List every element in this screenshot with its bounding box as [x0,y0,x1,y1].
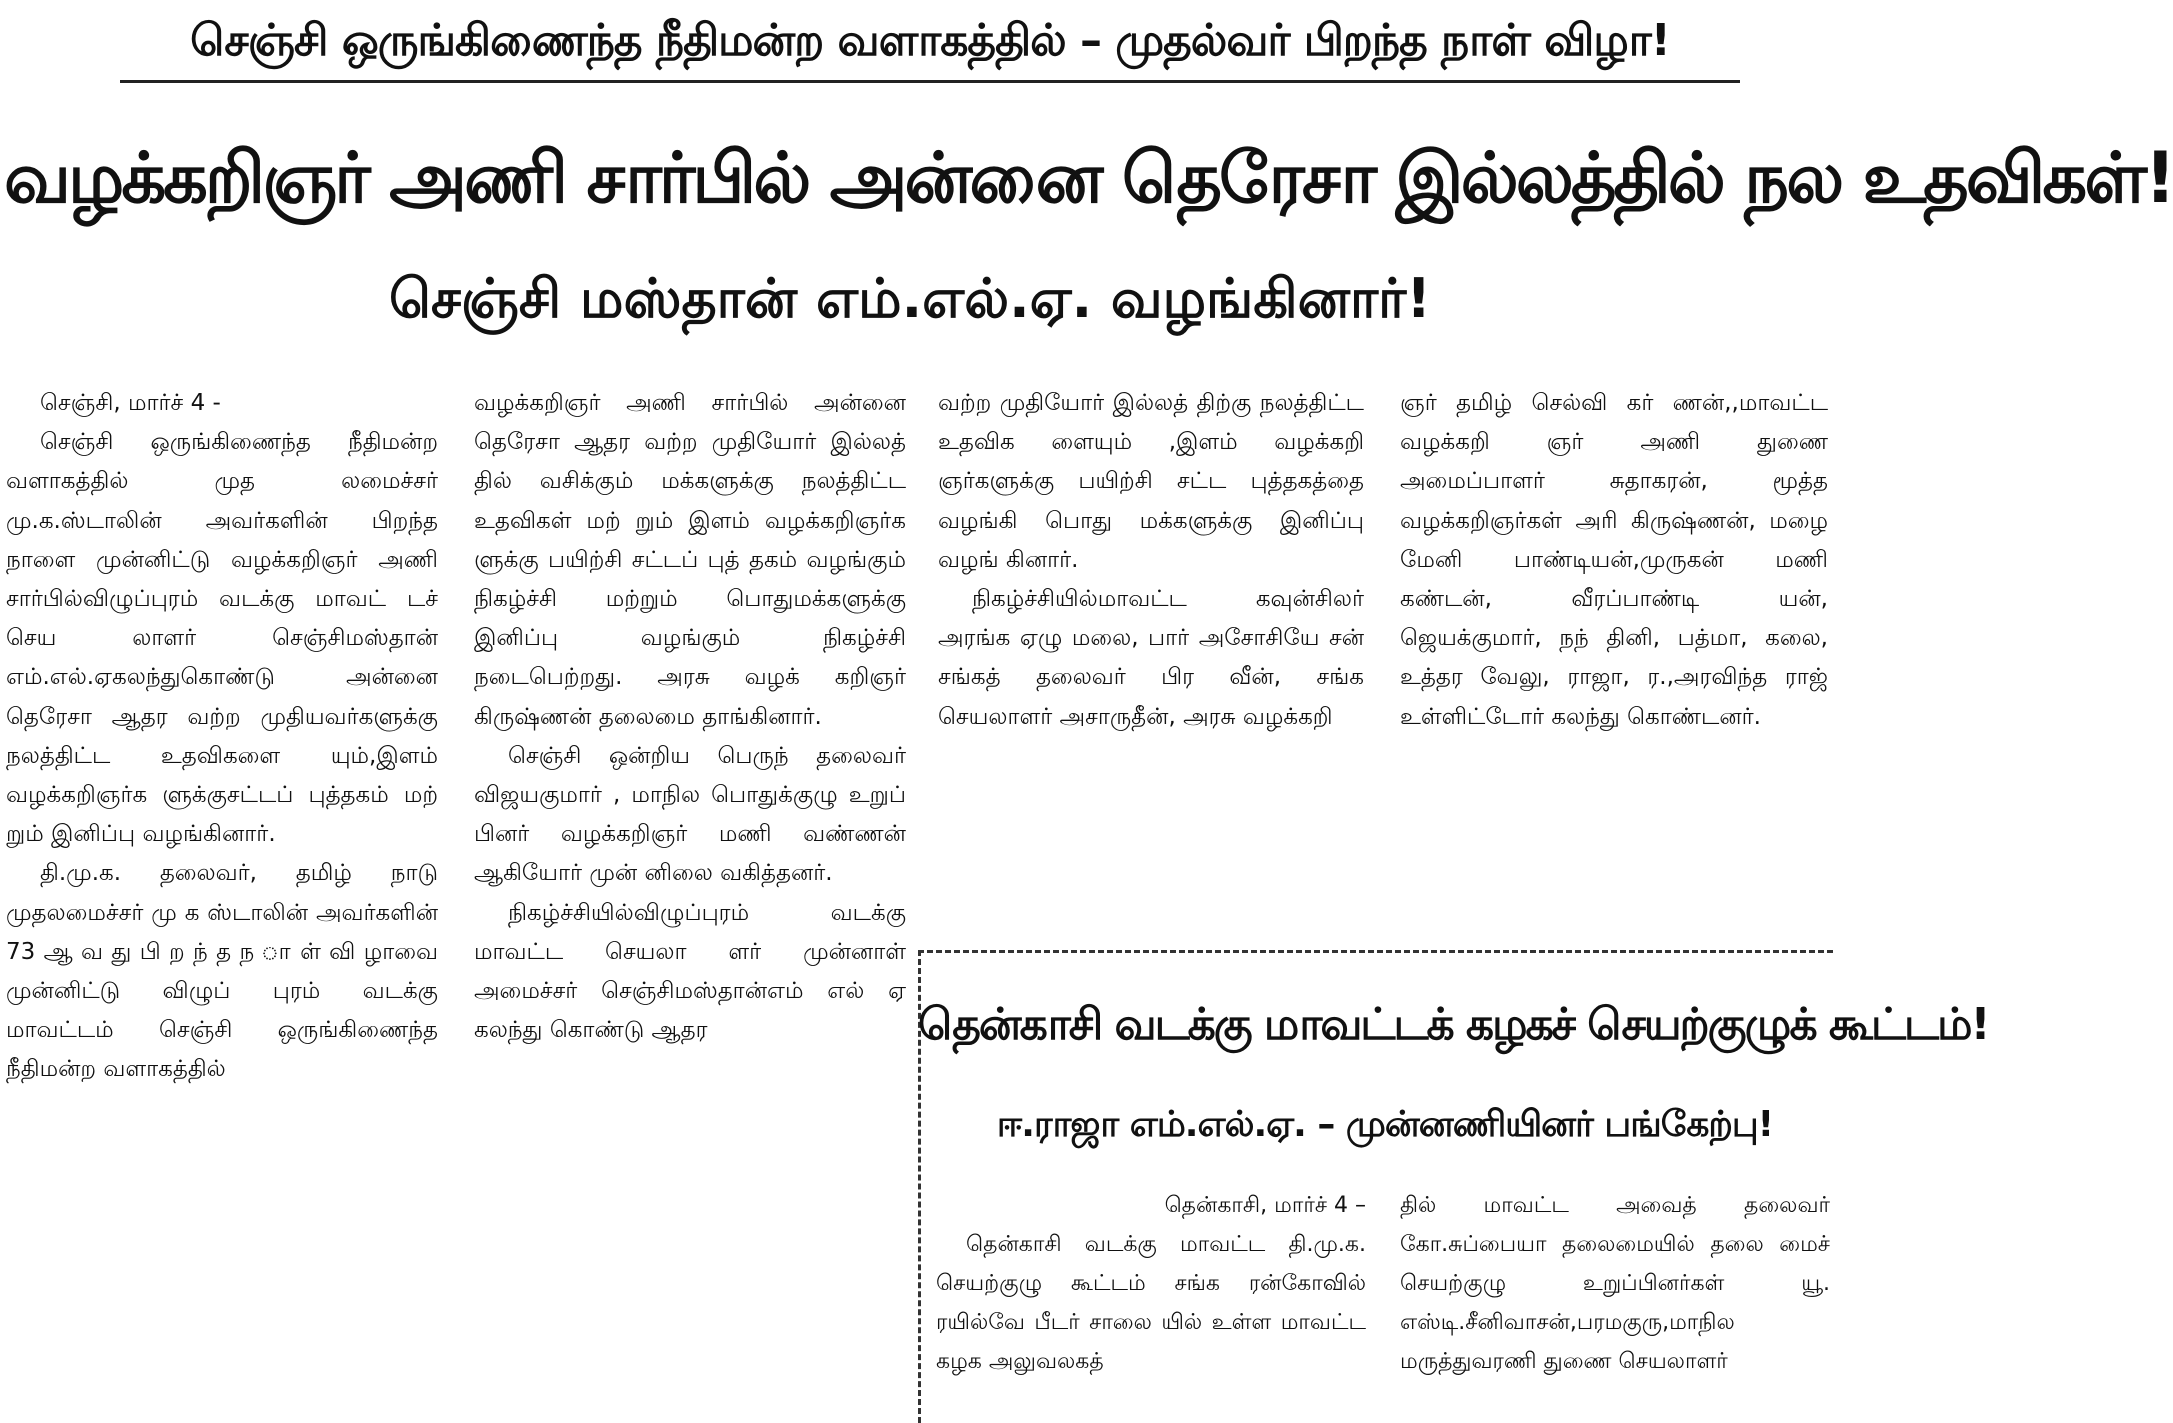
article-column-1 [6,384,438,1090]
article-paragraph: வழக்கறிஞர் அணி சார்பில் அன்னை தெரேசா ஆதர வற்ற முதியோர் இல்லத் தில் வசிக்கும் மக்களுக்கு நலத்திட்ட உதவிகள் மற் றும் இளம் வழக்கறிஞர்க ளுக்கு பயிற்சி சட்டப் புத் தகம் வழங்கும் நிகழ்ச்சி மற்றும் பொதுமக்களுக்கு இனிப்பு வழங்கும் நிகழ்ச்சி நடைபெற்றது. அரசு வழக் கறிஞர் கிருஷ்ணன் தலைமை தாங்கினார். [474,390,906,730]
article-dateline: செஞ்சி, மார்ச் 4 - [40,390,221,416]
kicker-headline: செஞ்சி ஒருங்கிணைந்த நீதிமன்ற வளாகத்தில் – முதல்வர் பிறந்த நாள் விழா! [190,15,1670,66]
article-paragraph: வற்ற முதியோர் இல்லத் திற்கு நலத்திட்ட உதவிக ளையும் ,இளம் வழக்கறி ஞர்களுக்கு பயிற்சி சட்ட புத்தகத்தை வழங்கி பொது மக்களுக்கு இனிப்பு வழங் கினார். [938,390,1364,573]
article-paragraph: தென்காசி வடக்கு மாவட்ட தி.மு.க. செயற்குழு கூட்டம் சங்க ரன்கோவில் ரயில்வே பீடர் சாலை யில் உள்ள மாவட்ட கழக அலுவலகத் [936,1232,1366,1374]
article-column-3 [938,384,1364,737]
article-paragraph: தி.மு.க. தலைவர், தமிழ் நாடு முதலமைச்சர் மு க ஸ்டாலின் அவர்களின் 73 ஆ வ து பி ற ந் த ந ா ள் வி ழாவை முன்னிட்டு விழுப் புரம் வடக்கு மாவட்டம் செஞ்சி ஒருங்கிணைந்த நீதிமன்ற வளாகத்தில் [6,860,438,1083]
second-article-headline: தென்காசி வடக்கு மாவட்டக் கழகச் செயற்குழுக் கூட்டம்! [918,999,1989,1050]
sub-headline: செஞ்சி மஸ்தான் எம்.எல்.ஏ. வழங்கினார்! [388,267,1432,330]
article-column-2 [474,384,906,1050]
main-headline: வழக்கறிஞர் அணி சார்பில் அன்னை தெரேசா இல்லத்தில் நல உதவிகள்! [4,137,2173,219]
second-article-column-1 [936,1186,1366,1381]
article-paragraph: நிகழ்ச்சியில்விழுப்புரம் வடக்கு மாவட்ட செயலா ளர் முன்னாள் அமைச்சர் செஞ்சிமஸ்தான்எம் எல் ஏ கலந்து கொண்டு ஆதர [474,899,906,1044]
article-paragraph: செஞ்சி ஒன்றிய பெருந் தலைவர் விஜயகுமார் , மாநில பொதுக்குழு உறுப் பினர் வழக்கறிஞர் மணி வண்ணன் ஆகியோர் முன் னிலை வகித்தனர். [474,742,906,887]
kicker-rule [120,80,1740,83]
article-paragraph: நிகழ்ச்சியில்மாவட்ட கவுன்சிலர் அரங்க ஏழு மலை, பார் அசோசியே சன் சங்கத் தலைவர் பிர வீன், சங்க செயலாளர் அசாருதீன், அரசு வழக்கறி [938,586,1364,730]
second-article-column-2 [1400,1186,1830,1381]
second-article-dateline: தென்காசி, மார்ச் 4 – [1164,1193,1366,1218]
article-column-4 [1400,384,1828,737]
second-article-subhead: ஈ.ராஜா எம்.எல்.ஏ. – முன்னணியினர் பங்கேற்பு! [996,1104,1774,1145]
article-paragraph: ஞர் தமிழ் செல்வி கர் ணன்,,மாவட்ட வழக்கறி ஞர் அணி துணை அமைப்பாளர் சுதாகரன், மூத்த வழக்கறிஞர்கள் அரி கிருஷ்ணன், மழை மேனி பாண்டியன்,முருகன் மணி கண்டன், வீரப்பாண்டி யன், ஜெயக்குமார், நந் தினி, பத்மா, கலை, உத்தர வேலு, ராஜா, ர.,அரவிந்த ராஜ் உள்ளிட்டோர் கலந்து கொண்டனர். [1400,390,1828,730]
article-paragraph: செஞ்சி ஒருங்கிணைந்த நீதிமன்ற வளாகத்தில் முத லமைச்சர் மு.க.ஸ்டாலின் அவர்களின் பிறந்த நாளை முன்னிட்டு வழக்கறிஞர் அணி சார்பில்விழுப்புரம் வடக்கு மாவட் டச் செய லாளர் செஞ்சிமஸ்தான் எம்.எல்.ஏகலந்துகொண்டு அன்னை தெரேசா ஆதர வற்ற முதியவர்களுக்கு நலத்திட்ட உதவிகளை யும்,இளம் வழக்கறிஞர்க ளுக்குசட்டப் புத்தகம் மற் றும் இனிப்பு வழங்கினார். [6,429,438,848]
article-paragraph: தில் மாவட்ட அவைத் தலைவர் கோ.சுப்பையா தலைமையில் தலை மைச் செயற்குழு உறுப்பினர்கள் யூ. எஸ்டி.சீனிவாசன்,பரமகுரு,மாநில மருத்துவரணி துணை செயலாளர் [1400,1193,1830,1374]
